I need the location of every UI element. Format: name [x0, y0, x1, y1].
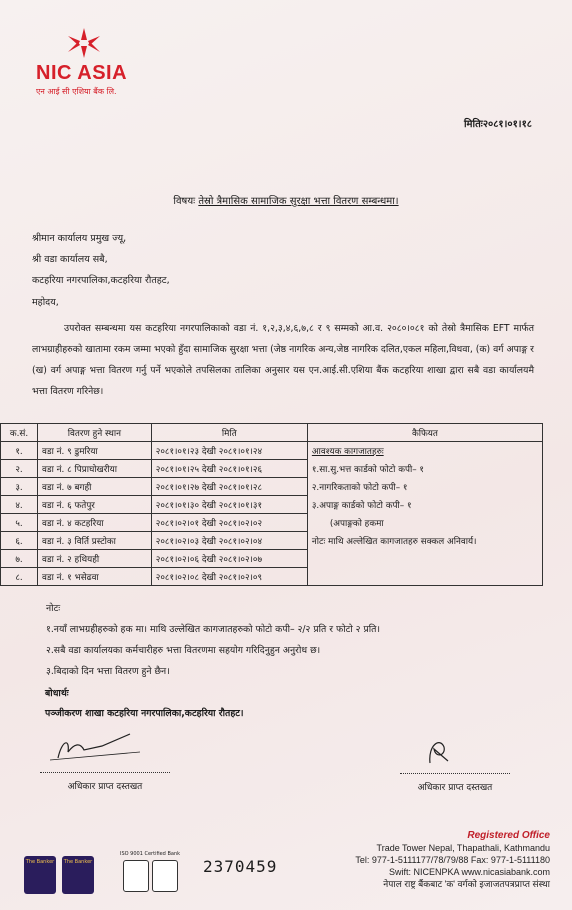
forward-text: पञ्जीकरण शाखा कटहरिया नगरपालिका,कटहरिया रौतहट। — [45, 708, 244, 719]
signature-left — [40, 730, 170, 792]
registered-office-title: Registered Office — [467, 830, 550, 841]
forward-title: बोधार्थः — [45, 688, 69, 699]
cell-place: वडा नं. ४ कटहरिया — [38, 514, 152, 532]
cell-sn: २. — [1, 460, 38, 478]
remark-text: आवश्यक कागजातहरुः — [311, 446, 384, 457]
table-row — [1, 460, 543, 478]
signature-right — [400, 735, 510, 793]
cell-remark — [307, 442, 542, 460]
cell-place: वडा नं. १ भसेढवा — [38, 568, 152, 586]
addressee-line: श्रीमान कार्यालय प्रमुख ज्यू, — [32, 233, 127, 244]
col-header-sn: क.सं. — [1, 424, 38, 442]
cell-date: २०८१।०२।०६ देखी २०८१।०२।०७ — [151, 550, 307, 568]
signature-label-left: अधिकार प्राप्त दस्तखत — [67, 782, 143, 792]
table-row — [1, 550, 543, 568]
cell-place: वडा नं. २ हथियही — [38, 550, 152, 568]
cell-date: २०८१।०१।२७ देखी २०८१।०१।२८ — [151, 478, 307, 496]
cell-date: २०८१।०१।२३ देखी २०८१।०१।२४ — [151, 442, 307, 460]
cell-place: वडा नं. ३ विर्ति प्रस्टोका — [38, 532, 152, 550]
signature-label-right: अधिकार प्राप्त दस्तखत — [417, 783, 493, 793]
cell-date: २०८१।०२।०३ देखी २०८१।०२।०४ — [151, 532, 307, 550]
cell-date: २०८१।०१।२५ देखी २०८१।०१।२६ — [151, 460, 307, 478]
cell-place: वडा नं. ९ डुमरिया — [38, 442, 152, 460]
cell-date: २०८१।०२।०८ देखी २०८१।०२।०९ — [151, 568, 307, 586]
distribution-table — [0, 423, 543, 586]
greeting: महोदय, — [32, 297, 59, 308]
cell-sn: ५. — [1, 514, 38, 532]
badge-text: The Banker — [63, 859, 93, 865]
letter-body: उपरोक्त सम्बन्धमा यस कटहरिया नगरपालिकाको वडा नं. १,२,३,४,६,७,८ र ९ सम्मको आ.व. २०८०।०८१ को तेस्रो त्रैमासिक EFT मार्फत लाभग्राहीहरुको खातामा रकम जम्मा भएको हुँदा सामाजिक सुरक्षा भत्ता (जेष्ठ नागरिक अन्य,जेष्ठ नागरिक दलित,एकल महिला,विधवा, (क) वर्ग अपाङ्ग र (ख) वर्ग अपाङ्ग भत्ता वितरण गर्नु पर्ने भएकोले तपसिलका तालिका अनुसार यस एन.आई.सी.एशिया बैंक कटहरिया शाखा द्वारा सबै वडा कार्यालयमै भत्ता वितरण गरिनेछ। — [32, 323, 534, 397]
office-line: Trade Tower Nepal, Thapathali, Kathmandu — [376, 843, 550, 853]
forward-block — [45, 684, 243, 724]
subject-prefix: विषयः — [173, 196, 196, 207]
note-item: २.सबै वडा कार्यालयका कर्मचारीहरु भत्ता वितरणमा सहयोग गरिदिनुहुन अनुरोध छ। — [46, 645, 321, 656]
bank-logo — [36, 28, 146, 97]
cell-sn: ४. — [1, 496, 38, 514]
iso-certification — [120, 851, 180, 892]
subject-text: तेस्रो त्रैमासिक सामाजिक सुरक्षा भत्ता वितरण सम्बन्धमा। — [198, 196, 399, 207]
banker-award-badge — [62, 856, 94, 894]
iso-icon — [123, 860, 149, 892]
cell-sn: ३. — [1, 478, 38, 496]
table-row — [1, 568, 543, 586]
addressee-line: श्री वडा कार्यालय सबै, — [32, 254, 108, 265]
cell-sn: ८. — [1, 568, 38, 586]
note-item: ३.बिदाको दिन भत्ता वितरण हुने छैन। — [46, 666, 170, 677]
cell-remark: १.सा.सु.भत्त कार्डको फोटो कपी– १ — [307, 460, 542, 478]
cell-remark — [307, 568, 542, 586]
office-line: Tel: 977-1-5111177/78/79/88 Fax: 977-1-5111180 — [355, 855, 550, 865]
addressee-block — [32, 228, 170, 291]
office-line: नेपाल राष्ट्र बैंकबाट 'क' वर्गको इजाजतपत्रप्राप्त संस्था — [383, 879, 550, 889]
cell-remark: (अपाङ्गको हकमा — [307, 514, 542, 532]
table-row — [1, 514, 543, 532]
table-row — [1, 532, 543, 550]
table-row — [1, 496, 543, 514]
table-header-row — [1, 424, 543, 442]
notes-block — [46, 598, 380, 682]
star-icon — [64, 28, 104, 60]
cell-date: २०८१।०१।३० देखी २०८१।०१।३१ — [151, 496, 307, 514]
office-line: Swift: NICENPKA www.nicasiabank.com — [388, 867, 550, 877]
cell-date: २०८१।०२।०१ देखी २०८१।०२।०२ — [151, 514, 307, 532]
signature-scribble-icon — [400, 735, 480, 765]
brand-name: NIC ASIA — [36, 62, 128, 84]
addressee-line: कटहरिया नगरपालिका,कटहरिया रौतहट, — [32, 275, 170, 286]
registered-office — [355, 830, 550, 890]
cell-remark: २.नागरिकताको फोटो कपी– १ — [307, 478, 542, 496]
notes-title: नोटः — [46, 603, 61, 614]
letter-date: मितिः२०८१।०१।१८ — [463, 119, 532, 130]
cell-remark: नोटः माथि अल्लेखित कागजातहरु सक्कल अनिवार्य। — [307, 532, 542, 550]
letter-subject — [0, 193, 572, 207]
col-header-place: वितरण हुने स्थान — [38, 424, 152, 442]
banker-award-badge — [24, 856, 56, 894]
note-item: १.नयाँ लाभग्रहीहरुको हक मा। माथि उल्लेखित कागजातहरुको फोटो कपी– २/२ प्रति र फोटो २ प्रति। — [46, 624, 380, 635]
cell-sn: १. — [1, 442, 38, 460]
signature-scribble-icon — [40, 730, 150, 764]
brand-tagline: एन आई सी एशिया बैंक लि. — [36, 87, 117, 96]
cell-sn: ७. — [1, 550, 38, 568]
table-row — [1, 478, 543, 496]
signature-line — [400, 773, 510, 774]
cell-remark — [307, 550, 542, 568]
cell-place: वडा नं. ८ पिप्राघोखरीया — [38, 460, 152, 478]
signature-line — [40, 772, 170, 773]
cell-remark: ३.अपाङ्ग कार्डको फोटो कपी– १ — [307, 496, 542, 514]
document-serial: 2370459 — [203, 857, 278, 876]
award-badges — [24, 856, 94, 894]
badge-text: The Banker — [25, 859, 55, 865]
col-header-remark: कैफियत — [307, 424, 542, 442]
col-header-date: मिति — [151, 424, 307, 442]
cell-sn: ६. — [1, 532, 38, 550]
iso-text: ISO 9001 Certified Bank — [120, 851, 181, 857]
cell-place: वडा नं. ६ फतेपुर — [38, 496, 152, 514]
cell-place: वडा नं. ७ बगही — [38, 478, 152, 496]
certification-icon — [152, 860, 178, 892]
table-row — [1, 442, 543, 460]
